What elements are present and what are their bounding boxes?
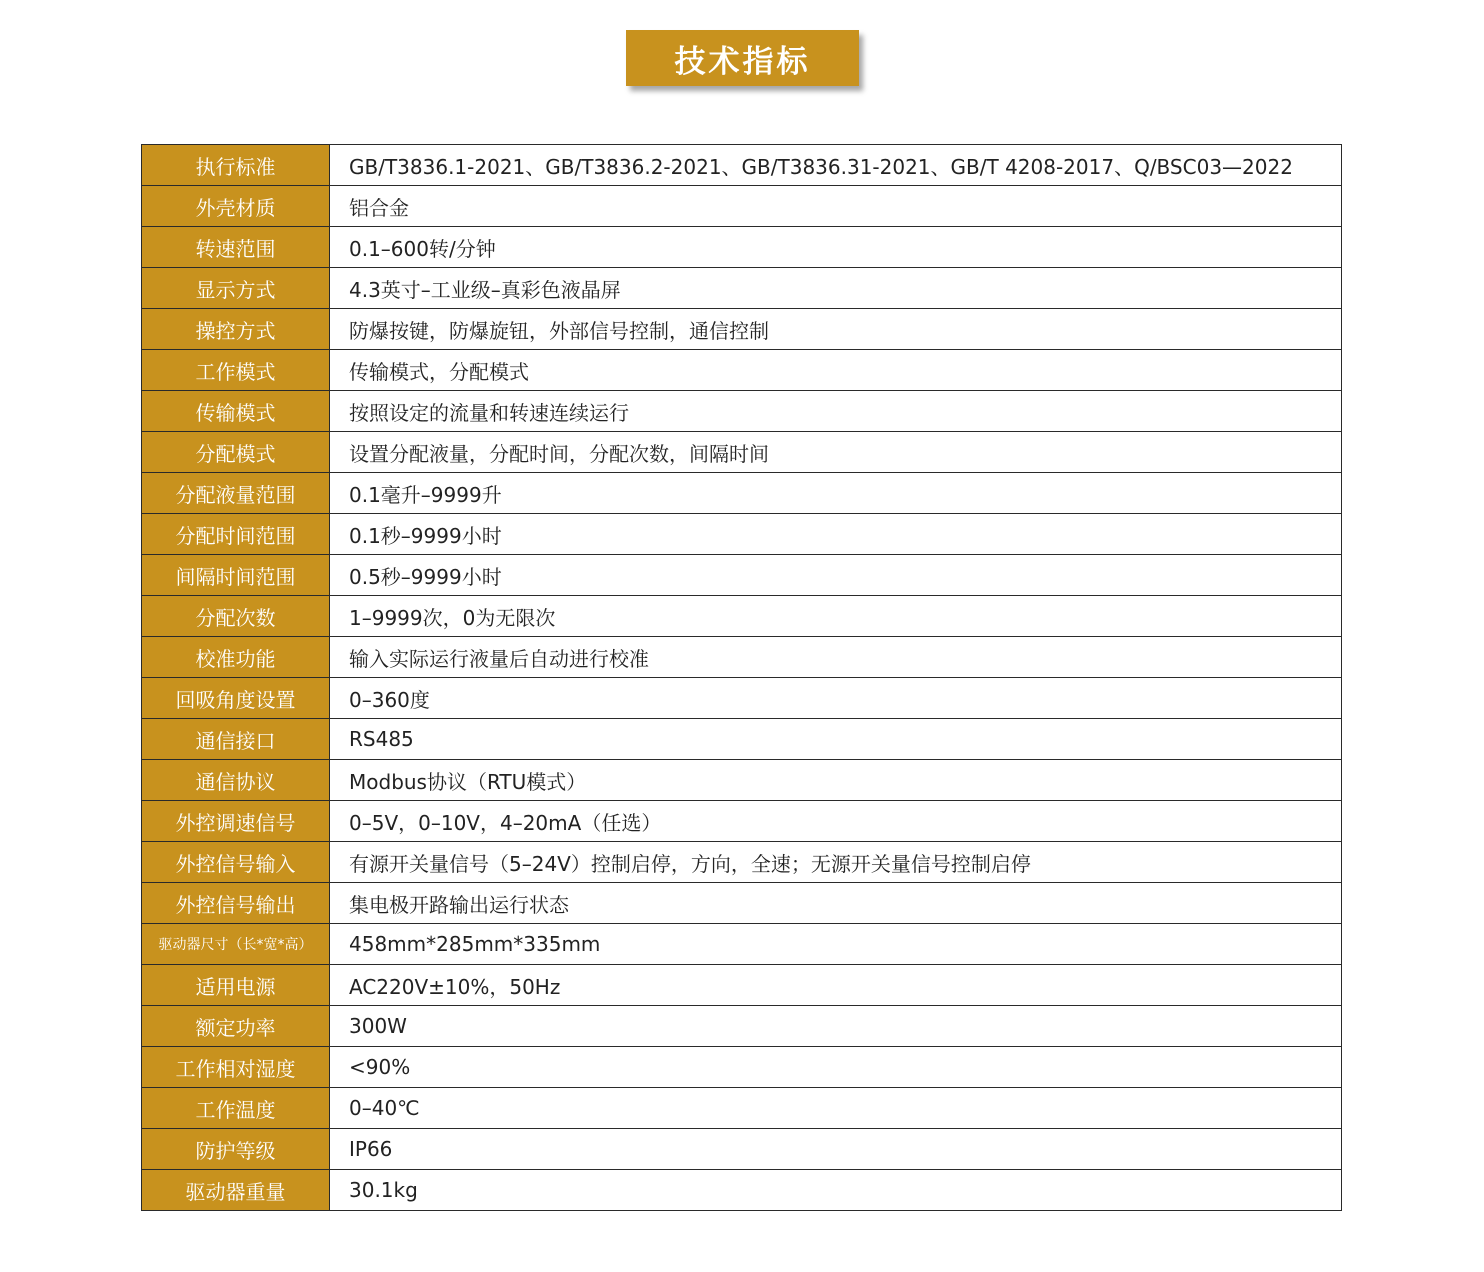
spec-value: 300W	[330, 1006, 1342, 1047]
spec-row	[142, 227, 1342, 268]
spec-row	[142, 1047, 1342, 1088]
spec-row	[142, 1088, 1342, 1129]
spec-value: 设置分配液量，分配时间，分配次数，间隔时间	[330, 432, 1342, 473]
spec-value: 防爆按键，防爆旋钮，外部信号控制，通信控制	[330, 309, 1342, 350]
spec-value: 0.5秒–9999小时	[330, 555, 1342, 596]
spec-row	[142, 596, 1342, 637]
spec-label: 驱动器重量	[142, 1170, 330, 1211]
spec-value: Modbus协议（RTU模式）	[330, 760, 1342, 801]
spec-row	[142, 719, 1342, 760]
spec-label: 工作温度	[142, 1088, 330, 1129]
spec-row	[142, 1170, 1342, 1211]
spec-value: 0–360度	[330, 678, 1342, 719]
spec-row	[142, 924, 1342, 965]
spec-label: 间隔时间范围	[142, 555, 330, 596]
spec-row	[142, 965, 1342, 1006]
spec-row	[142, 760, 1342, 801]
spec-label: 分配液量范围	[142, 473, 330, 514]
spec-label: 工作模式	[142, 350, 330, 391]
spec-label: 外控调速信号	[142, 801, 330, 842]
spec-row	[142, 391, 1342, 432]
spec-value: 0–5V，0–10V，4–20mA（任选）	[330, 801, 1342, 842]
spec-row	[142, 350, 1342, 391]
spec-row	[142, 883, 1342, 924]
spec-value: 集电极开路输出运行状态	[330, 883, 1342, 924]
spec-value: 1–9999次，0为无限次	[330, 596, 1342, 637]
spec-row	[142, 678, 1342, 719]
spec-row	[142, 842, 1342, 883]
page-title: 技术指标	[626, 30, 859, 86]
spec-label: 操控方式	[142, 309, 330, 350]
spec-value: 4.3英寸–工业级–真彩色液晶屏	[330, 268, 1342, 309]
spec-value: 铝合金	[330, 186, 1342, 227]
spec-label: 防护等级	[142, 1129, 330, 1170]
spec-label: 显示方式	[142, 268, 330, 309]
spec-row	[142, 186, 1342, 227]
spec-value: 0.1毫升–9999升	[330, 473, 1342, 514]
spec-row	[142, 555, 1342, 596]
spec-label: 分配次数	[142, 596, 330, 637]
spec-row	[142, 309, 1342, 350]
spec-label: 传输模式	[142, 391, 330, 432]
spec-label: 工作相对湿度	[142, 1047, 330, 1088]
spec-label: 外控信号输入	[142, 842, 330, 883]
spec-value: 传输模式，分配模式	[330, 350, 1342, 391]
spec-label: 驱动器尺寸（长*宽*高）	[142, 924, 330, 965]
spec-value: 458mm*285mm*335mm	[330, 924, 1342, 965]
spec-label: 分配时间范围	[142, 514, 330, 555]
spec-row	[142, 268, 1342, 309]
spec-label: 执行标准	[142, 145, 330, 186]
spec-value: 0.1–600转/分钟	[330, 227, 1342, 268]
spec-row	[142, 514, 1342, 555]
spec-label: 额定功率	[142, 1006, 330, 1047]
spec-value: 0–40℃	[330, 1088, 1342, 1129]
spec-value: 0.1秒–9999小时	[330, 514, 1342, 555]
spec-label: 通信协议	[142, 760, 330, 801]
spec-label: 通信接口	[142, 719, 330, 760]
spec-label: 回吸角度设置	[142, 678, 330, 719]
spec-row	[142, 432, 1342, 473]
spec-row	[142, 145, 1342, 186]
spec-label: 校准功能	[142, 637, 330, 678]
spec-value: 输入实际运行液量后自动进行校准	[330, 637, 1342, 678]
spec-row	[142, 1006, 1342, 1047]
spec-value: AC220V±10%，50Hz	[330, 965, 1342, 1006]
spec-label: 适用电源	[142, 965, 330, 1006]
spec-value: 有源开关量信号（5–24V）控制启停，方向，全速；无源开关量信号控制启停	[330, 842, 1342, 883]
spec-row	[142, 473, 1342, 514]
spec-value: GB/T3836.1-2021、GB/T3836.2-2021、GB/T3836.31-2021、GB/T 4208-2017、Q/BSC03—2022	[330, 145, 1342, 186]
spec-value: <90%	[330, 1047, 1342, 1088]
spec-label: 分配模式	[142, 432, 330, 473]
spec-value: 按照设定的流量和转速连续运行	[330, 391, 1342, 432]
spec-value: IP66	[330, 1129, 1342, 1170]
spec-value: RS485	[330, 719, 1342, 760]
spec-value: 30.1kg	[330, 1170, 1342, 1211]
spec-row	[142, 1129, 1342, 1170]
spec-label: 转速范围	[142, 227, 330, 268]
spec-table	[141, 144, 1342, 1211]
spec-row	[142, 637, 1342, 678]
spec-label: 外控信号输出	[142, 883, 330, 924]
spec-label: 外壳材质	[142, 186, 330, 227]
spec-row	[142, 801, 1342, 842]
